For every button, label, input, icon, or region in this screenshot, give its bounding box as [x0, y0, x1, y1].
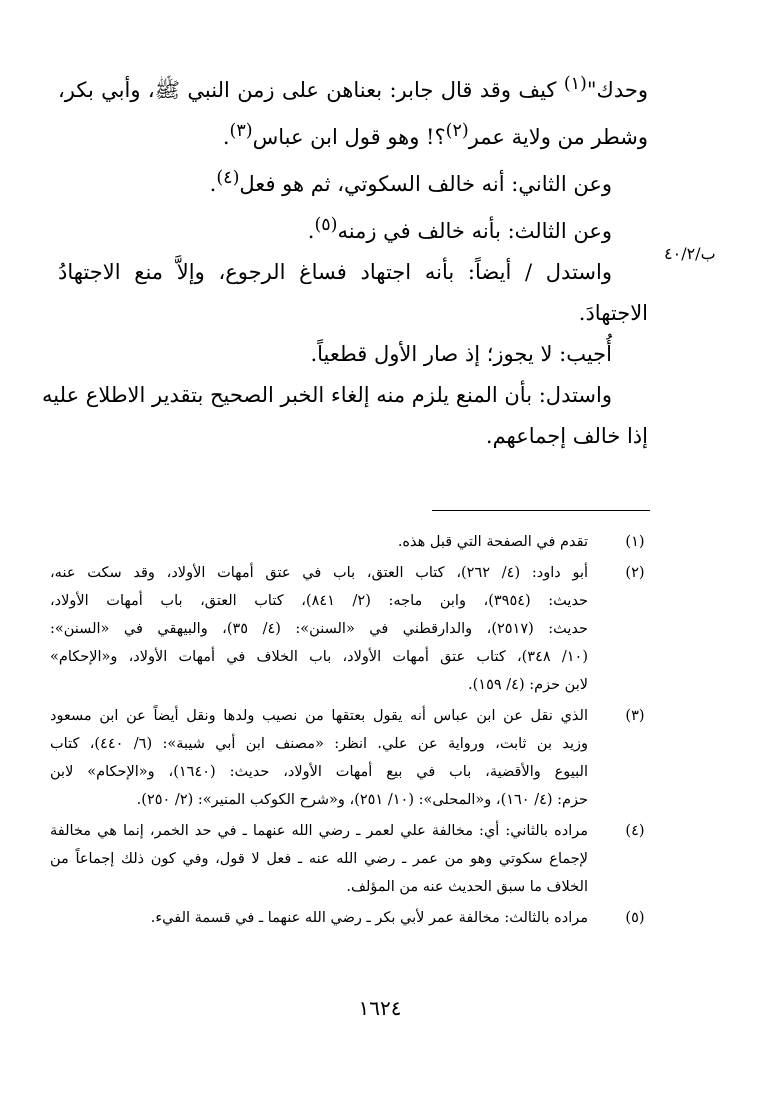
footnote-line: حزم: (٤/ ١٦٠)، و«المحلى»: (١٠/ ٢٥١)، و«شرح الكوكب المنير»: (٢/ ٢٥٠).: [136, 792, 588, 808]
footnote-line: (١٠/ ٣٤٨)، كتاب عتق أمهات الأولاد، باب الخلاف في أمهات الأولاد، و«الإحكام»: [50, 649, 588, 665]
footnote-line: حديث: (٢٥١٧)، والدارقطني في «السنن»: (٤/ ٣٥)، والبيهقي في «السنن»:: [50, 621, 589, 637]
text-line: وعن الثاني: أنه خالف السكوتي، ثم هو فعل$^{(٤)}$.: [209, 168, 612, 196]
footnote-line: مراده بالثاني: أي: مخالفة علي لعمر ـ رضي الله عنهما ـ في حد الخمر، إنما هي مخالفة: [50, 823, 588, 839]
footnote-line: تقدم في الصفحة التي قبل هذه.: [397, 534, 588, 550]
footnote-separator: [432, 510, 650, 511]
footnote-line: الخلاف ما سبق الحديث عنه من المؤلف.: [346, 879, 588, 895]
footnote: [50, 528, 650, 556]
footnote-line: وزيد بن ثابت، ورواية عن علي. انظر: «مصنف ابن أبي شيبة»: (٦/ ٤٤٠)، كتاب: [50, 736, 589, 752]
footnote-number: (١): [625, 534, 645, 550]
text-line: وعن الثالث: بأنه خالف في زمنه$^{(٥)}$.: [307, 215, 612, 243]
text-line: وحدك"$^{(١)}$ كيف وقد قال جابر: بعناهن على زمن النبي ﷺ، وأبي بكر،: [58, 74, 648, 102]
footnote-line: حديث: (٣٩٥٤)، وابن ماجه: (٢/ ٨٤١)، كتاب العتق، باب أمهات الأولاد،: [50, 593, 589, 609]
footnote-number: (٢): [625, 565, 645, 581]
footnote: [50, 817, 650, 901]
footnote-line: لابن حزم: (٤/ ١٥٩).: [468, 677, 588, 693]
main-text: [42, 64, 648, 457]
manuscript-folio-marker: ب/٤٠/٢: [664, 244, 716, 263]
text-line: واستدل: بأن المنع يلزم منه إلغاء الخبر الصحيح بتقدير الاطلاع عليه: [42, 383, 612, 407]
footnote-line: لإجماع سكوتي وهو من عمر ـ رضي الله عنه ـ فعل لا قول، وفي كون ذلك إجماعاً من: [50, 851, 588, 867]
text-line: وشطر من ولاية عمر$^{(٢)}$؟! وهو قول ابن عباس$^{(٣)}$.: [222, 121, 648, 149]
footnotes: [50, 528, 650, 932]
footnote: [50, 559, 650, 699]
footnote-line: مراده بالثالث: مخالفة عمر لأبي بكر ـ رضي الله عنهما ـ في قسمة الفيء.: [150, 910, 588, 926]
text-line: الاجتهادَ.: [578, 301, 648, 325]
footnote-line: أبو داود: (٤/ ٢٦٢)، كتاب العتق، باب في عتق أمهات الأولاد، وقد سكت عنه،: [50, 565, 589, 581]
text-line: أُجيب: لا يجوز؛ إذ صار الأول قطعياً.: [310, 342, 612, 366]
footnote: [50, 904, 650, 932]
footnote: [50, 702, 650, 814]
footnote-number: (٥): [625, 910, 645, 926]
page-number: ١٦٢٤: [358, 996, 402, 1020]
text-line: إذا خالف إجماعهم.: [485, 424, 648, 448]
footnote-line: البيوع والأقضية، باب في بيع أمهات الأولاد، حديث: (١٦٤٠)، و«الإحكام» لابن: [50, 764, 588, 780]
footnote-number: (٤): [625, 823, 645, 839]
footnote-line: الذي نقل عن ابن عباس أنه يقول بعتقها من نصيب ولدها ونقل أيضاً عن ابن مسعود: [50, 708, 588, 724]
text-line: واستدل / أيضاً: بأنه اجتهاد فساغ الرجوع، وإلاَّ منع الاجتهادُ: [58, 260, 612, 284]
footnote-number: (٣): [625, 708, 645, 724]
